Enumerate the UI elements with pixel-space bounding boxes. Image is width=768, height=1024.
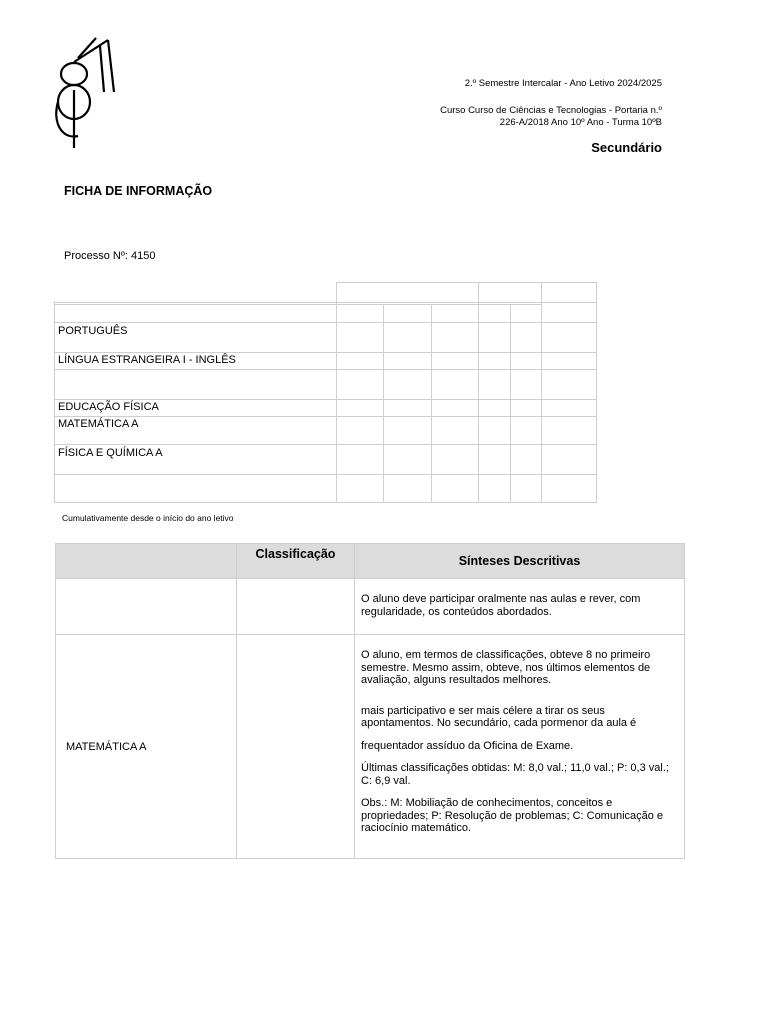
synthesis-paragraph: O aluno deve participar oralmente nas aulas e rever, com regularidade, os conteúdos abordados.: [361, 593, 641, 618]
header-sinteses: Sínteses Descritivas: [355, 544, 685, 579]
synthesis-paragraph: mais participativo e ser mais célere a tirar os seus apontamentos. No secundário, cada pormenor da aula é: [361, 704, 637, 729]
cumulative-note: Cumulativamente desde o início do ano letivo: [62, 513, 234, 523]
subject-fisica-quimica: FÍSICA E QUÍMICA A: [58, 447, 163, 459]
classificacao-cell: [237, 635, 355, 859]
synthesis-paragraph: Últimas classificações obtidas: M: 8,0 val.; 11,0 val.; P: 0,3 val.; C: 6,9 val.: [361, 762, 669, 787]
document-title: FICHA DE INFORMAÇÃO: [64, 184, 213, 198]
processo-number: Processo Nº: 4150: [64, 250, 156, 262]
synthesis-paragraph: frequentador assíduo da Oficina de Exame.: [361, 739, 574, 752]
course-line-1: Curso Curso de Ciências e Tecnologias - Portaria n.º: [440, 105, 662, 116]
synthesis-row: [56, 579, 685, 635]
subject-ingles: LÍNGUA ESTRANGEIRA I - INGLÊS: [58, 354, 236, 366]
synthesis-paragraph: O aluno, em termos de classificações, obteve 8 no primeiro semestre. Mesmo assim, obteve, nos últimos elementos de avaliação, alguns resultados melhores.: [361, 649, 651, 686]
synthesis-table: [55, 543, 685, 859]
synthesis-row: [56, 635, 685, 859]
synthesis-cell: [355, 579, 685, 635]
subject-educacao-fisica: EDUCAÇÃO FÍSICA: [58, 401, 159, 413]
discipline-cell: [56, 579, 237, 635]
header-classificacao: Classificação: [237, 544, 355, 579]
school-logo-icon: [48, 32, 118, 150]
subject-portugues: PORTUGUÊS: [58, 325, 128, 337]
synthesis-cell: [355, 635, 685, 859]
discipline-cell: MATEMÁTICA A: [56, 635, 237, 859]
classificacao-cell: [237, 579, 355, 635]
grades-grid: [54, 282, 597, 503]
course-line-2: 226-A/2018 Ano 10º Ano - Turma 10ºB: [499, 117, 662, 128]
subject-matematica: MATEMÁTICA A: [58, 418, 139, 430]
synthesis-header-row: [56, 544, 685, 579]
semester-label: 2.º Semestre Intercalar - Ano Letivo 2024/2025: [464, 78, 662, 89]
header-discipline: [56, 544, 237, 579]
level-label: Secundário: [591, 140, 662, 155]
course-info: [402, 105, 662, 129]
synthesis-paragraph: Obs.: M: Mobiliação de conhecimentos, conceitos e propriedades; P: Resolução de problemas; C: Comunicação e raciocínio matemático.: [361, 797, 664, 834]
